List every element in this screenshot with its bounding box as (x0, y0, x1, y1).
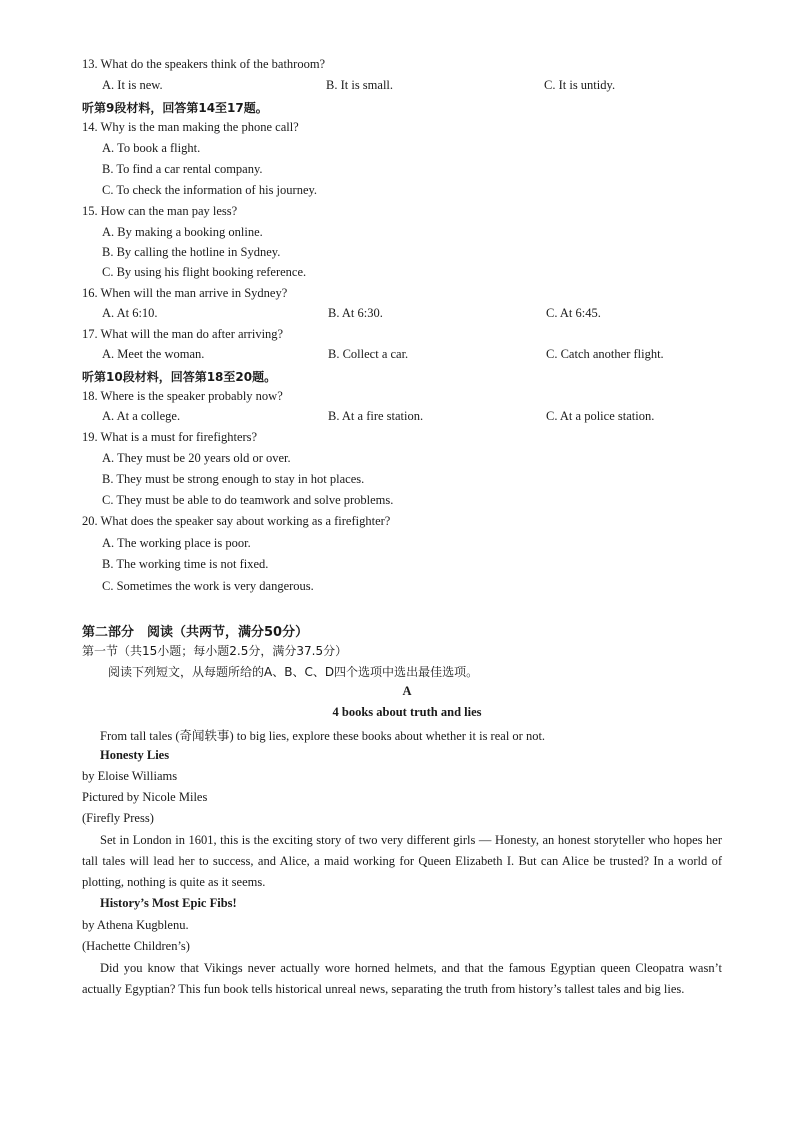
q18-option-c: C. At a police station. (546, 409, 655, 423)
question-16-stem: 16. When will the man arrive in Sydney? (82, 286, 288, 300)
question-13-stem: 13. What do the speakers think of the bathroom? (82, 57, 326, 71)
q16-option-a: A. At 6:10. (102, 306, 158, 320)
book1-publisher: (Firefly Press) (82, 811, 154, 825)
q16-option-c: C. At 6:45. (546, 306, 601, 320)
q13-option-b: B. It is small. (326, 78, 394, 92)
q20-option-b: B. The working time is not fixed. (102, 557, 269, 571)
q13-option-c: C. It is untidy. (544, 78, 616, 92)
q17-option-b: B. Collect a car. (328, 347, 409, 361)
q17-option-c: C. Catch another flight. (546, 347, 664, 361)
q16-option-b: B. At 6:30. (328, 306, 383, 320)
q20-option-c: C. Sometimes the work is very dangerous. (102, 579, 314, 593)
q14-option-a: A. To book a flight. (102, 141, 201, 155)
passage-intro: From tall tales (奇闻轶事) to big lies, explore these books about whether it is real or not. (100, 729, 546, 743)
book1-description: Set in London in 1601, this is the exciting story of two very different girls — Honesty, an honest storyteller who hopes her tall tales will lead her to success, and Alice, a maid working for Queen Elizabeth I. But can Alice be trusted? In a world of plotting, nothing is quite as it seems. (82, 833, 722, 889)
q14-option-c: C. To check the information of his journey. (102, 183, 318, 197)
q15-option-c: C. By using his flight booking reference. (102, 265, 307, 279)
q15-option-a: A. By making a booking online. (102, 225, 263, 239)
q20-option-a: A. The working place is poor. (102, 536, 251, 550)
q19-option-b: B. They must be strong enough to stay in hot places. (102, 472, 365, 486)
part2-instruction: 阅读下列短文，从每题所给的A、B、C、D四个选项中选出最佳选项。 (108, 665, 479, 679)
question-18-stem: 18. Where is the speaker probably now? (82, 389, 283, 403)
question-20-stem: 20. What does the speaker say about working as a firefighter? (82, 514, 391, 528)
q18-option-b: B. At a fire station. (328, 409, 424, 423)
q18-option-a: A. At a college. (102, 409, 181, 423)
section-10-header: 听第10段材料，回答第18至20题。 (82, 370, 277, 384)
q19-option-c: C. They must be able to do teamwork and solve problems. (102, 493, 394, 507)
question-15-stem: 15. How can the man pay less? (82, 204, 238, 218)
section-9-header: 听第9段材料，回答第14至17题。 (82, 101, 268, 115)
q14-option-b: B. To find a car rental company. (102, 162, 263, 176)
book2-author: by Athena Kugblenu. (82, 918, 189, 932)
passage-letter: A (402, 684, 412, 698)
q17-option-a: A. Meet the woman. (102, 347, 205, 361)
passage-title: 4 books about truth and lies (332, 705, 482, 719)
question-17-stem: 17. What will the man do after arriving? (82, 327, 284, 341)
book1-illustrator: Pictured by Nicole Miles (82, 790, 208, 804)
q15-option-b: B. By calling the hotline in Sydney. (102, 245, 281, 259)
book1-title: Honesty Lies (100, 748, 170, 762)
part2-title: 第二部分 阅读（共两节，满分50分） (82, 625, 309, 640)
question-14-stem: 14. Why is the man making the phone call? (82, 120, 299, 134)
book2-description: Did you know that Vikings never actually wore horned helmets, and that the famous Egyptian queen Cleopatra wasn’t actually Egyptian? This fun book tells historical unreal news, separating the truth from history’s tallest tales and big lies. (82, 961, 722, 996)
q19-option-a: A. They must be 20 years old or over. (102, 451, 291, 465)
part2-section1: 第一节（共15小题；每小题2.5分，满分37.5分） (82, 644, 348, 658)
book2-publisher: (Hachette Children’s) (82, 939, 190, 953)
q13-option-a: A. It is new. (102, 78, 163, 92)
book2-title: History’s Most Epic Fibs! (100, 896, 237, 910)
book1-author: by Eloise Williams (82, 769, 178, 783)
question-19-stem: 19. What is a must for firefighters? (82, 430, 258, 444)
